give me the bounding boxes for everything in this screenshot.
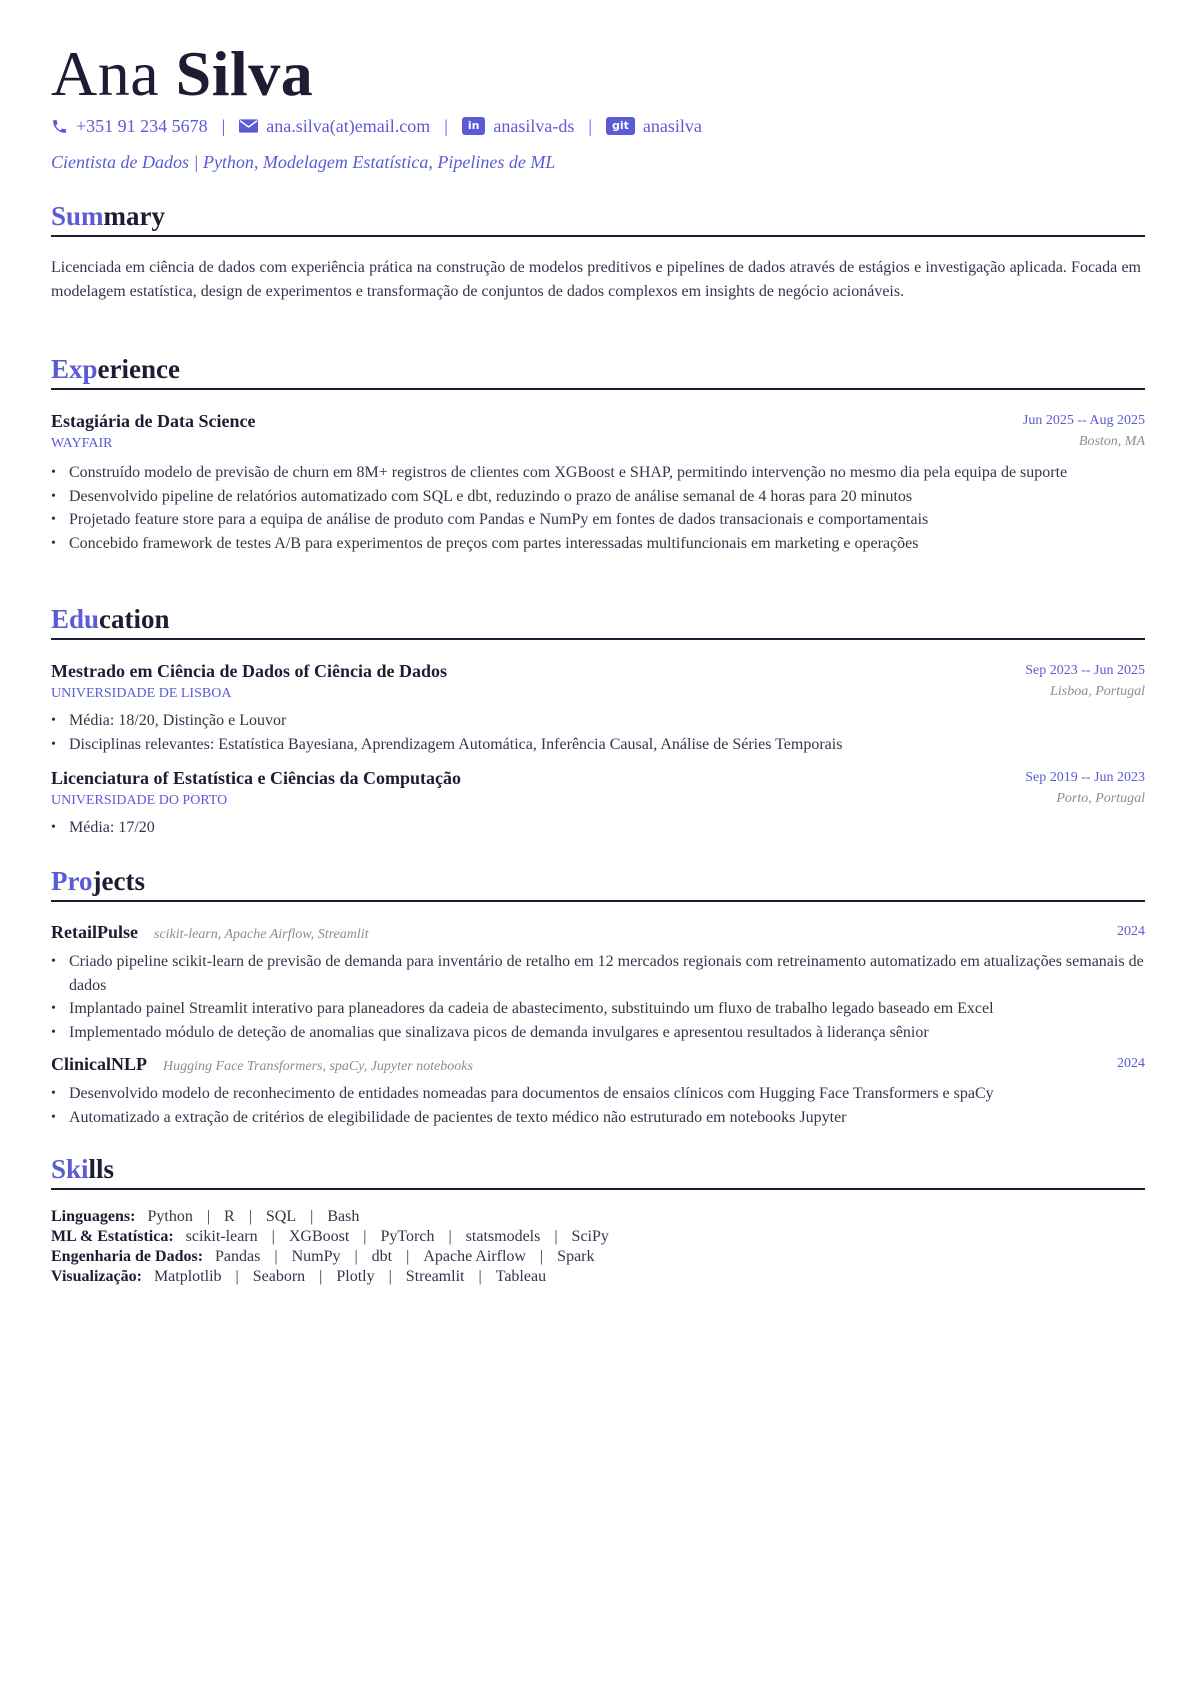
section-heading-skills [51, 1152, 1145, 1190]
linkedin-link[interactable]: anasilva-ds [493, 116, 575, 136]
section-heading-education [51, 602, 1145, 640]
skill-separator: | [310, 1208, 314, 1225]
linkedin-icon [462, 117, 486, 135]
project-tech: scikit-learn, Apache Airflow, Streamlit [154, 927, 369, 942]
skill-item: dbt [371, 1248, 393, 1265]
skill-separator: | [478, 1268, 482, 1285]
skill-item: Streamlit [405, 1268, 465, 1285]
phone-number[interactable]: +351 91 234 5678 [76, 116, 208, 136]
heading-accent: Ski [51, 1154, 89, 1184]
heading-accent: Exp [51, 354, 98, 384]
skill-row [51, 1227, 609, 1247]
education-degree: Mestrado em Ciência de Dados of Ciência de Dados [51, 661, 447, 681]
skill-row [51, 1207, 609, 1227]
project-year: 2024 [1117, 1056, 1145, 1071]
skill-separator: | [554, 1228, 558, 1245]
email-icon [239, 119, 258, 133]
section-heading-summary [51, 199, 1145, 237]
skill-separator: | [271, 1228, 275, 1245]
education-school: UNIVERSIDADE DO PORTO [51, 793, 228, 808]
first-name: Ana [51, 38, 160, 109]
skill-item: Apache Airflow [423, 1248, 526, 1265]
skill-separator: | [319, 1268, 323, 1285]
contact-separator: | [588, 116, 593, 136]
list-item: • Criado pipeline scikit-learn de previsão de demanda para inventário de retalho em 12 mercados regionais com retreinamento automatizado em atualizações semanais de dados [51, 950, 1145, 997]
list-item: • Concebido framework de testes A/B para experimentos de preços com partes interessadas multifuncionais em marketing e operações [51, 532, 1145, 556]
project-title [51, 1054, 473, 1075]
education-school: UNIVERSIDADE DE LISBOA [51, 686, 232, 701]
skill-separator: | [274, 1248, 278, 1265]
experience-title: Estagiária de Data Science [51, 411, 256, 431]
section-heading-experience [51, 352, 1145, 390]
project-bullets [51, 1082, 1145, 1129]
list-item: • Implementado módulo de deteção de anomalias que sinalizava picos de demanda invulgares e apresentou resultados à liderança sênior [51, 1021, 1145, 1045]
list-item: • Média: 18/20, Distinção e Louvor [51, 709, 1145, 733]
summary-text: Licenciada em ciência de dados com experiência prática na construção de modelos preditivos e pipelines de dados através de estágios e investigação aplicada. Focada em modelagem estatística, design de experimentos e transformação de conjuntos de dados complexos em insights de negócio acionáveis. [51, 259, 1141, 300]
contact-separator: | [444, 116, 448, 136]
heading-rest: cation [99, 604, 170, 634]
skill-separator: | [363, 1228, 367, 1245]
education-location: Lisboa, Portugal [1050, 684, 1145, 699]
skill-separator: | [388, 1268, 392, 1285]
project-year: 2024 [1117, 924, 1145, 939]
skill-item: Seaborn [252, 1268, 306, 1285]
skill-item: Bash [327, 1208, 360, 1225]
education-bullets [51, 709, 1145, 756]
phone-icon [51, 118, 68, 135]
heading-rest: erience [97, 354, 180, 384]
skill-item: Plotly [336, 1268, 375, 1285]
list-item: • Desenvolvido pipeline de relatórios automatizado com SQL e dbt, reduzindo o prazo de análise semanal de 4 horas para 20 minutos [51, 485, 1145, 509]
education-date: Sep 2019 -- Jun 2023 [1025, 770, 1145, 785]
heading-rest: jects [92, 866, 145, 896]
skill-row [51, 1267, 609, 1287]
last-name: Silva [175, 38, 314, 109]
list-item: • Projetado feature store para a equipa de análise de produto com Pandas e NumPy em fontes de dados transacionais e comportamentais [51, 508, 1145, 532]
heading-accent: Pro [51, 866, 93, 896]
education-degree: Licenciatura of Estatística e Ciências da Computação [51, 768, 461, 788]
skill-separator: | [206, 1208, 211, 1225]
contact-separator: | [221, 116, 226, 136]
github-icon [606, 117, 635, 135]
experience-company: WAYFAIR [51, 436, 113, 451]
skill-category-label: Linguagens: [51, 1208, 136, 1225]
skill-separator: | [448, 1228, 452, 1245]
experience-location: Boston, MA [1078, 434, 1145, 449]
skill-item: Spark [557, 1248, 595, 1265]
heading-accent: Edu [51, 604, 100, 634]
skill-separator: | [248, 1208, 252, 1225]
experience-bullets [51, 461, 1145, 555]
github-badge: git [606, 117, 635, 135]
heading-accent: Sum [51, 201, 104, 231]
education-date: Sep 2023 -- Jun 2025 [1025, 663, 1145, 678]
project-tech: Hugging Face Transformers, spaCy, Jupyter notebooks [163, 1059, 473, 1074]
skill-item: scikit-learn [185, 1228, 258, 1245]
experience-date: Jun 2025 -- Aug 2025 [1022, 413, 1145, 428]
github-link[interactable]: anasilva [642, 116, 702, 136]
linkedin-badge: in [462, 117, 486, 135]
list-item: • Disciplinas relevantes: Estatística Bayesiana, Aprendizagem Automática, Inferência Causal, Análise de Séries Temporais [51, 733, 1145, 757]
skill-separator: | [235, 1268, 239, 1285]
heading-rest: lls [88, 1154, 115, 1184]
project-name: RetailPulse [51, 922, 138, 942]
skill-item: SQL [265, 1208, 297, 1225]
list-item: • Construído modelo de previsão de churn em 8M+ registros de clientes com XGBoost e SHAP, permitindo intervenção no mesmo dia pela equipa de suporte [51, 461, 1145, 485]
skill-item: PyTorch [380, 1228, 435, 1245]
list-item: • Desenvolvido modelo de reconhecimento de entidades nomeadas para documentos de ensaios clínicos com Hugging Face Transformers e spaCy [51, 1082, 1145, 1106]
skill-category-label: ML & Estatística: [51, 1228, 174, 1245]
list-item: • Implantado painel Streamlit interativo para planeadores da cadeia de abastecimento, substituindo um fluxo de trabalho legado baseado em Excel [51, 997, 1145, 1021]
skill-item: R [224, 1208, 235, 1225]
contact-line [51, 114, 702, 138]
skill-row [51, 1247, 609, 1267]
skill-item: Pandas [215, 1248, 261, 1265]
skill-item: NumPy [291, 1248, 341, 1265]
skill-category-label: Engenharia de Dados: [51, 1248, 204, 1265]
list-item: • Automatizado a extração de critérios de elegibilidade de pacientes de texto médico não estruturado em notebooks Jupyter [51, 1106, 1145, 1130]
candidate-name [51, 38, 313, 110]
education-bullets [51, 816, 1145, 840]
skill-separator: | [354, 1248, 358, 1265]
education-location: Porto, Portugal [1056, 791, 1145, 806]
skill-item: Matplotlib [153, 1268, 222, 1285]
skill-item: Tableau [495, 1268, 547, 1285]
skill-separator: | [539, 1248, 544, 1265]
section-heading-projects [51, 864, 1145, 902]
skills-list [51, 1207, 609, 1287]
skill-item: statsmodels [465, 1228, 541, 1245]
project-bullets [51, 950, 1145, 1044]
skill-category-label: Visualização: [51, 1268, 142, 1285]
skill-item: XGBoost [288, 1228, 350, 1245]
skill-separator: | [406, 1248, 410, 1265]
skill-item: Python [147, 1208, 193, 1225]
project-name: ClinicalNLP [51, 1054, 148, 1074]
heading-rest: mary [103, 201, 166, 231]
list-item: • Média: 17/20 [51, 816, 1145, 840]
skill-item: SciPy [571, 1228, 609, 1245]
email-link[interactable]: ana.silva(at)email.com [266, 116, 431, 136]
project-title [51, 922, 369, 943]
tagline: Cientista de Dados | Python, Modelagem Estatística, Pipelines de ML [51, 152, 556, 172]
